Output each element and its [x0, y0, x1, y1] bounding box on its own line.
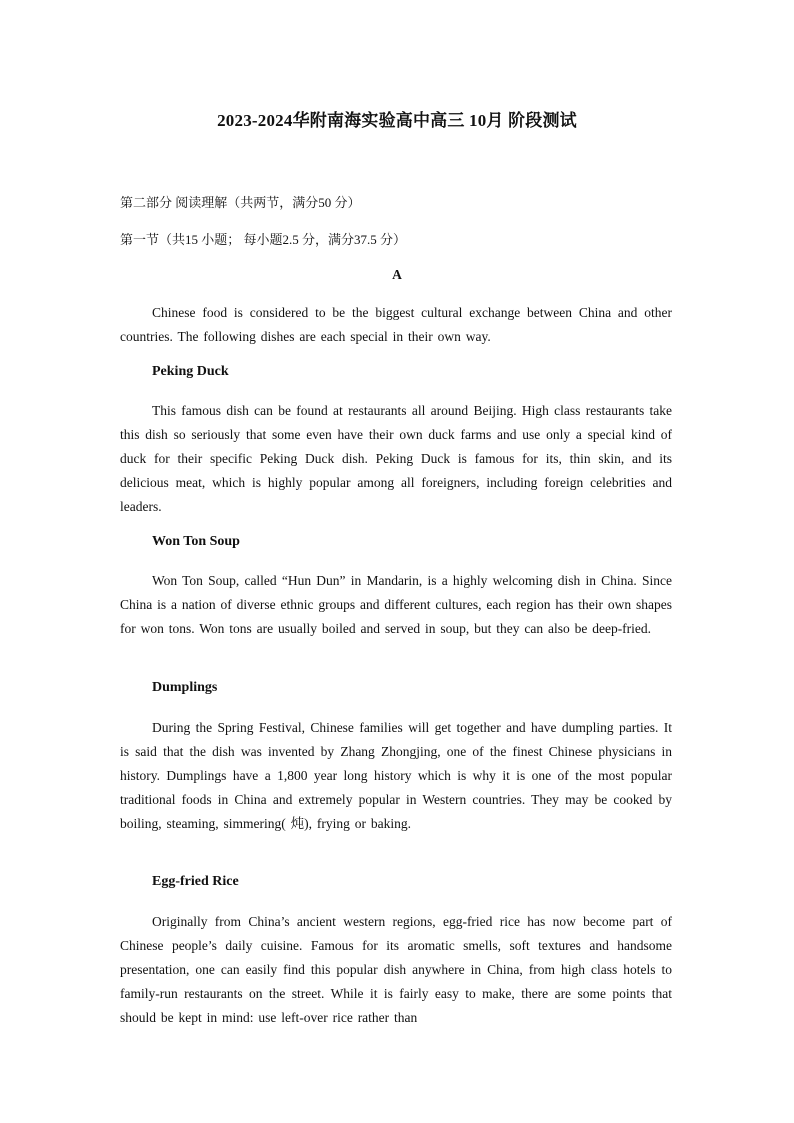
dish-text-won-ton-soup: Won Ton Soup, called “Hun Dun” in Mandarin, is a highly welcoming dish in China. Since China is a nation of diverse ethnic groups and different cultures, each region has their own shapes for won tons. Won tons are usually boiled and served in soup, but they can also be deep-fried. [120, 573, 672, 636]
dish-title-dumplings: Dumplings [152, 680, 218, 695]
passage-letter: A [392, 267, 402, 282]
section-heading: 第一节（共15 小题； 每小题2.5 分，满分37.5 分） [120, 232, 407, 247]
part-heading: 第二部分 阅读理解（共两节，满分50 分） [120, 195, 361, 210]
dish-text-peking-duck: This famous dish can be found at restaurants all around Beijing. High class restaurants take this dish so seriously that some even have their own duck farms and use only a special kind of duck for their specific Peking Duck dish. Peking Duck is famous for its, thin skin, and its delicious meat, which is highly popular among all foreigners, including foreign celebrities and leaders. [120, 403, 672, 514]
intro-paragraph: Chinese food is considered to be the biggest cultural exchange between China and other countries. The following dishes are each special in their own way. [120, 305, 672, 344]
dish-title-won-ton-soup: Won Ton Soup [152, 534, 240, 549]
dish-title-egg-fried-rice: Egg-fried Rice [152, 874, 239, 889]
dish-title-peking-duck: Peking Duck [152, 364, 229, 379]
page-title: 2023-2024华附南海实验高中高三 10月 阶段测试 [217, 111, 577, 130]
dish-text-dumplings: During the Spring Festival, Chinese families will get together and have dumpling parties. It is said that the dish was invented by Zhang Zhongjing, one of the finest Chinese physicians in history. Dumplings have a 1,800 year long history which is why it is one of the most popular traditional foods in China and extremely popular in Western countries. They may be cooked by boiling, steaming, simmering( 炖), frying or baking. [120, 720, 672, 831]
dish-text-egg-fried-rice: Originally from China’s ancient western regions, egg-fried rice has now become part of Chinese people’s daily cuisine. Famous for its aromatic smells, soft textures and handsome presentation, one can easily find this popular dish anywhere in China, from high class hotels to family-run restaurants on the street. While it is fairly easy to make, there are some points that should be kept in mind: use left-over rice rather than [120, 914, 672, 1025]
